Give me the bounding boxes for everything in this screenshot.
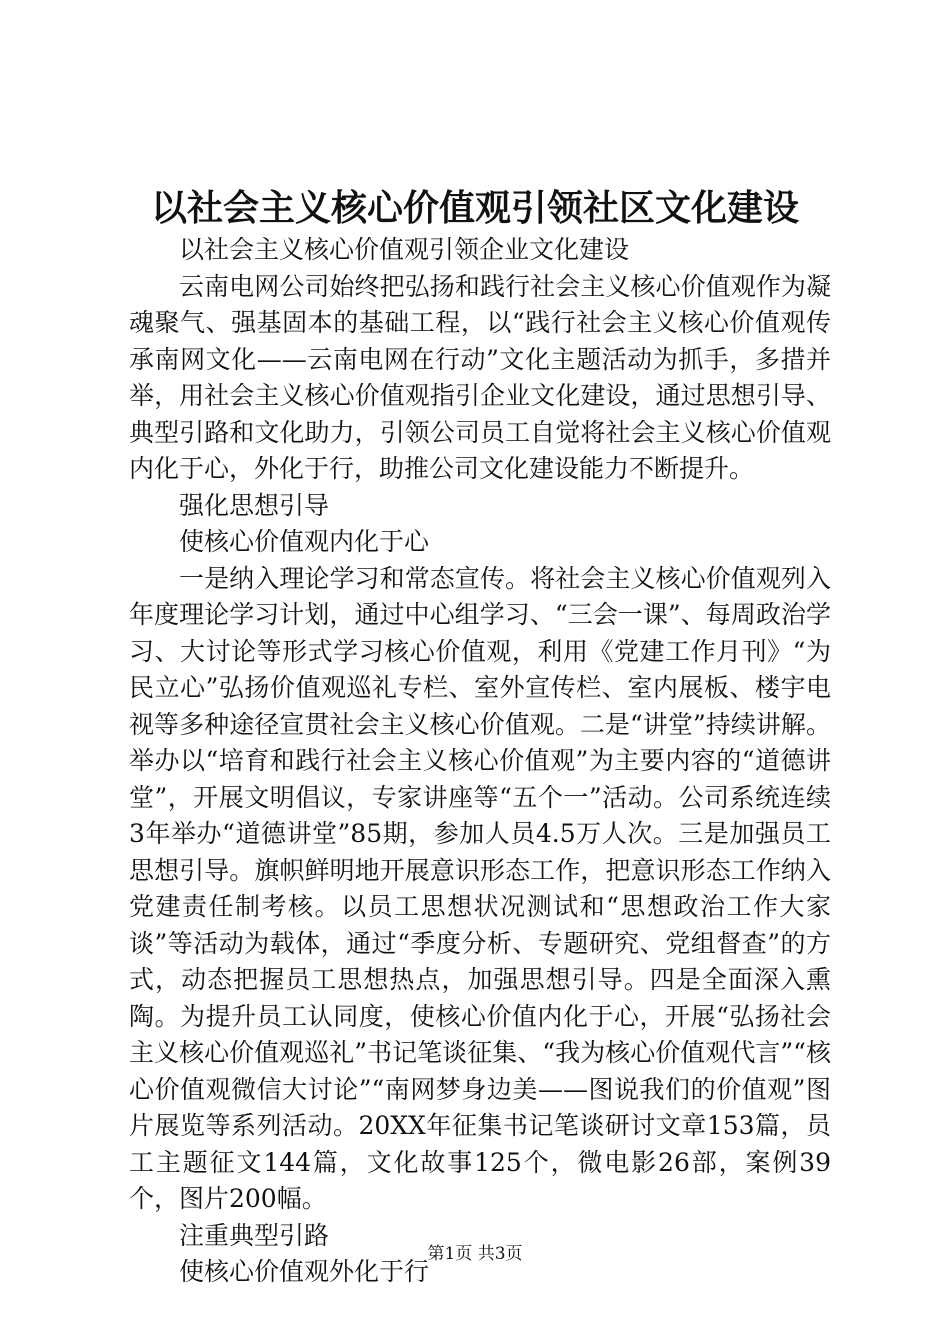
section-heading: 强化思想引导: [179, 490, 330, 520]
section-subheading: 使核心价值观外化于行: [179, 1257, 430, 1286]
section-subheading: 使核心价值观内化于心: [179, 527, 430, 556]
intro-paragraph: 云南电网公司始终把弘扬和践行社会主义核心价值观作为凝魂聚气、强基固本的基础工程，以“践行社会主义核心价值观传承南网文化——云南电网在行动”文化主题活动为抓手，多措并举，用社会主义核心价值观指引企业文化建设，通过思想引导、典型引路和文化助力，引领公司员工自觉将社会主义核心价值观内化于心，外化于行，助推公司文化建设能力不断提升。: [129, 271, 831, 483]
document-title: 以社会主义核心价值观引领社区文化建设: [150, 187, 799, 229]
body-paragraph: 一是纳入理论学习和常态宣传。将社会主义核心价值观列入年度理论学习计划，通过中心组学习、“三会一课”、每周政治学习、大讨论等形式学习核心价值观，利用《党建工作月刊》“为民立心”弘扬价值观巡礼专栏、室外宣传栏、室内展板、楼宇电视等多种途径宣贯社会主义核心价值观。二是“讲堂”持续讲解。举办以“培育和践行社会主义核心价值观”为主要内容的“道德讲堂”，开展文明倡议，专家讲座等“五个一”活动。公司系统连续3年举办“道德讲堂”85期，参加人员4.5万人次。三是加强员工思想引导。旗帜鲜明地开展意识形态工作，把意识形态工作纳入党建责任制考核。以员工思想状况测试和“思想政治工作大家谈”等活动为载体，通过“季度分析、专题研究、党组督查”的方式，动态把握员工思想热点，加强思想引导。四是全面深入熏陶。为提升员工认同度，使核心价值内化于心，开展“弘扬社会主义核心价值观巡礼”书记笔谈征集、“我为核心价值观代言”“核心价值观微信大讨论”“南网梦身边美——图说我们的价值观”图片展览等系列活动。20XX年征集书记笔谈研讨文章153篇，员工主题征文144篇，文化故事125个，微电影26部，案例39个，图片200幅。: [129, 563, 831, 1213]
subtitle-paragraph: 以社会主义核心价值观引领企业文化建设: [179, 235, 630, 264]
document-body: [129, 232, 831, 1291]
page-number-footer: 第1页 共3页: [427, 1244, 523, 1264]
section-heading: 注重典型引路: [179, 1220, 330, 1250]
